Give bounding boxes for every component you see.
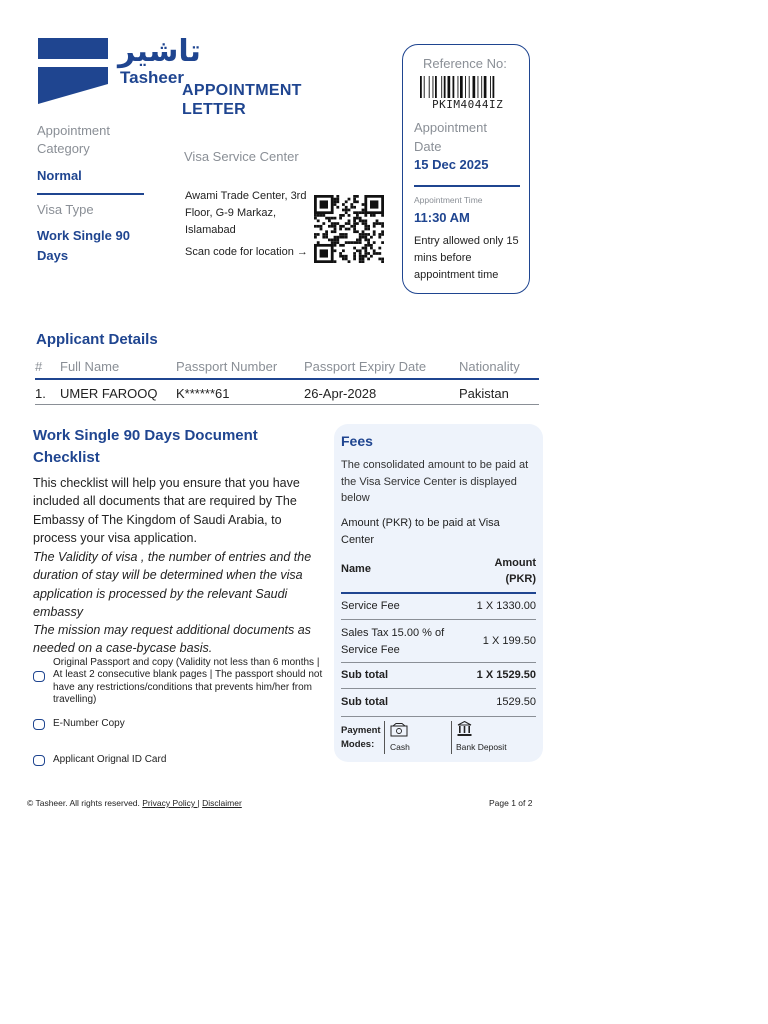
applicant-table <box>35 356 539 405</box>
divider <box>37 193 144 195</box>
column-header: Nationality <box>459 356 539 379</box>
fee-name: Sales Tax 15.00 % of Service Fee <box>341 627 445 656</box>
checkbox[interactable] <box>33 671 45 682</box>
fee-name: Service Fee <box>341 600 400 612</box>
fees-title: Fees <box>341 433 373 449</box>
fees-header-row <box>341 557 536 593</box>
checklist-item <box>33 718 329 734</box>
fee-name: Sub total <box>341 696 389 708</box>
privacy-policy-link[interactable]: Privacy Policy <box>142 798 198 808</box>
checklist-item <box>33 754 329 770</box>
fee-row <box>341 669 536 681</box>
footer-separator: | <box>197 798 200 808</box>
disclaimer-link[interactable]: Disclaimer <box>202 798 242 808</box>
barcode-icon <box>420 76 516 98</box>
checkbox[interactable] <box>33 719 45 730</box>
column-header: Passport Expiry Date <box>304 356 459 379</box>
fees-column-amount: Amount (PKR) <box>494 557 536 585</box>
validity-note: The Validity of visa , the number of entries and the duration of stay will be determined when the visa application is processed by the relevant Saudi embassy <box>33 550 312 619</box>
fee-name: Sub total <box>341 669 389 681</box>
fee-row <box>341 625 536 659</box>
tasheer-logo-icon <box>38 38 110 104</box>
checklist-item <box>33 657 329 709</box>
table-cell: Pakistan <box>459 379 539 405</box>
checklist-item-label: Original Passport and copy (Validity not less than 6 months | At least 2 consecutive blank pages | The passport should not have any restrictions/conditions that prevents him/her from travelling) <box>53 657 323 705</box>
column-header: # <box>35 356 60 379</box>
divider <box>451 721 452 754</box>
fees-description: The consolidated amount to be paid at the Visa Service Center is displayed below <box>341 459 529 505</box>
fee-amount: 1 X 1529.50 <box>476 669 536 681</box>
brand-arabic: تاشير <box>118 34 201 69</box>
payment-mode-bank-deposit: Bank Deposit <box>456 742 507 752</box>
column-header: Passport Number <box>176 356 304 379</box>
divider <box>341 716 536 717</box>
divider <box>341 619 536 620</box>
visa-service-center-label: Visa Service Center <box>184 149 299 164</box>
fee-row <box>341 696 536 708</box>
letter-title: APPOINTMENT LETTER <box>182 82 302 118</box>
divider <box>341 662 536 663</box>
checklist-title: Work Single 90 Days Document Checklist <box>33 427 258 466</box>
applicant-details-title: Applicant Details <box>36 331 158 348</box>
appointment-category-value: Normal <box>37 168 82 183</box>
visa-type-value: Work Single 90 Days <box>37 228 130 263</box>
appointment-time-label: Appointment Time <box>414 195 483 205</box>
payment-mode-cash: Cash <box>390 742 410 752</box>
bank-icon <box>457 721 472 737</box>
checklist-intro: This checklist will help you ensure that you have included all documents that are required by The Embassy of The Kingdom of Saudi Arabia, to process your visa application. <box>33 476 300 545</box>
location-qr-code-icon[interactable] <box>314 195 384 263</box>
footer <box>27 798 242 808</box>
reference-number: PKIM4044IZ <box>432 98 504 111</box>
fee-amount: 1 X 1330.00 <box>476 600 536 612</box>
divider <box>341 688 536 689</box>
appointment-category-label: Appointment Category <box>37 123 110 156</box>
divider <box>384 721 385 754</box>
copyright-text: © Tasheer. All rights reserved. <box>27 798 140 808</box>
fee-amount: 1529.50 <box>496 696 536 708</box>
table-cell: 26-Apr-2028 <box>304 379 459 405</box>
visa-type-label: Visa Type <box>37 202 94 217</box>
divider <box>414 185 520 187</box>
entry-note: Entry allowed only 15 mins before appointment time <box>414 235 519 281</box>
table-row <box>35 379 539 405</box>
column-header: Full Name <box>60 356 176 379</box>
fee-row <box>341 600 536 612</box>
fees-amount-note: Amount (PKR) to be paid at Visa Center <box>341 517 500 546</box>
checkbox[interactable] <box>33 755 45 766</box>
appointment-date-label: Appointment Date <box>414 120 487 154</box>
reference-label: Reference No: <box>423 56 507 71</box>
scan-code-text: Scan code for location → <box>185 246 308 258</box>
payment-modes-label: Payment Modes: <box>341 725 381 750</box>
cash-icon <box>390 723 408 737</box>
appointment-time-value: 11:30 AM <box>414 210 470 225</box>
divider <box>341 592 536 594</box>
table-cell: K******61 <box>176 379 304 405</box>
appointment-date-value: 15 Dec 2025 <box>414 157 489 172</box>
fees-column-name: Name <box>341 563 371 575</box>
checklist-item-label: E-Number Copy <box>53 718 125 729</box>
table-cell: 1. <box>35 379 60 405</box>
visa-service-center-address: Awami Trade Center, 3rd Floor, G-9 Markaz, Islamabad <box>185 190 307 236</box>
table-cell: UMER FAROOQ <box>60 379 176 405</box>
fee-amount: 1 X 199.50 <box>482 635 536 647</box>
mission-note: The mission may request additional documents as needed on a case-bycase basis. <box>33 623 311 656</box>
checklist-item-label: Applicant Orignal ID Card <box>53 754 167 765</box>
table-header-row <box>35 356 539 379</box>
brand-english: Tasheer <box>120 68 184 87</box>
page-number: Page 1 of 2 <box>489 798 533 808</box>
